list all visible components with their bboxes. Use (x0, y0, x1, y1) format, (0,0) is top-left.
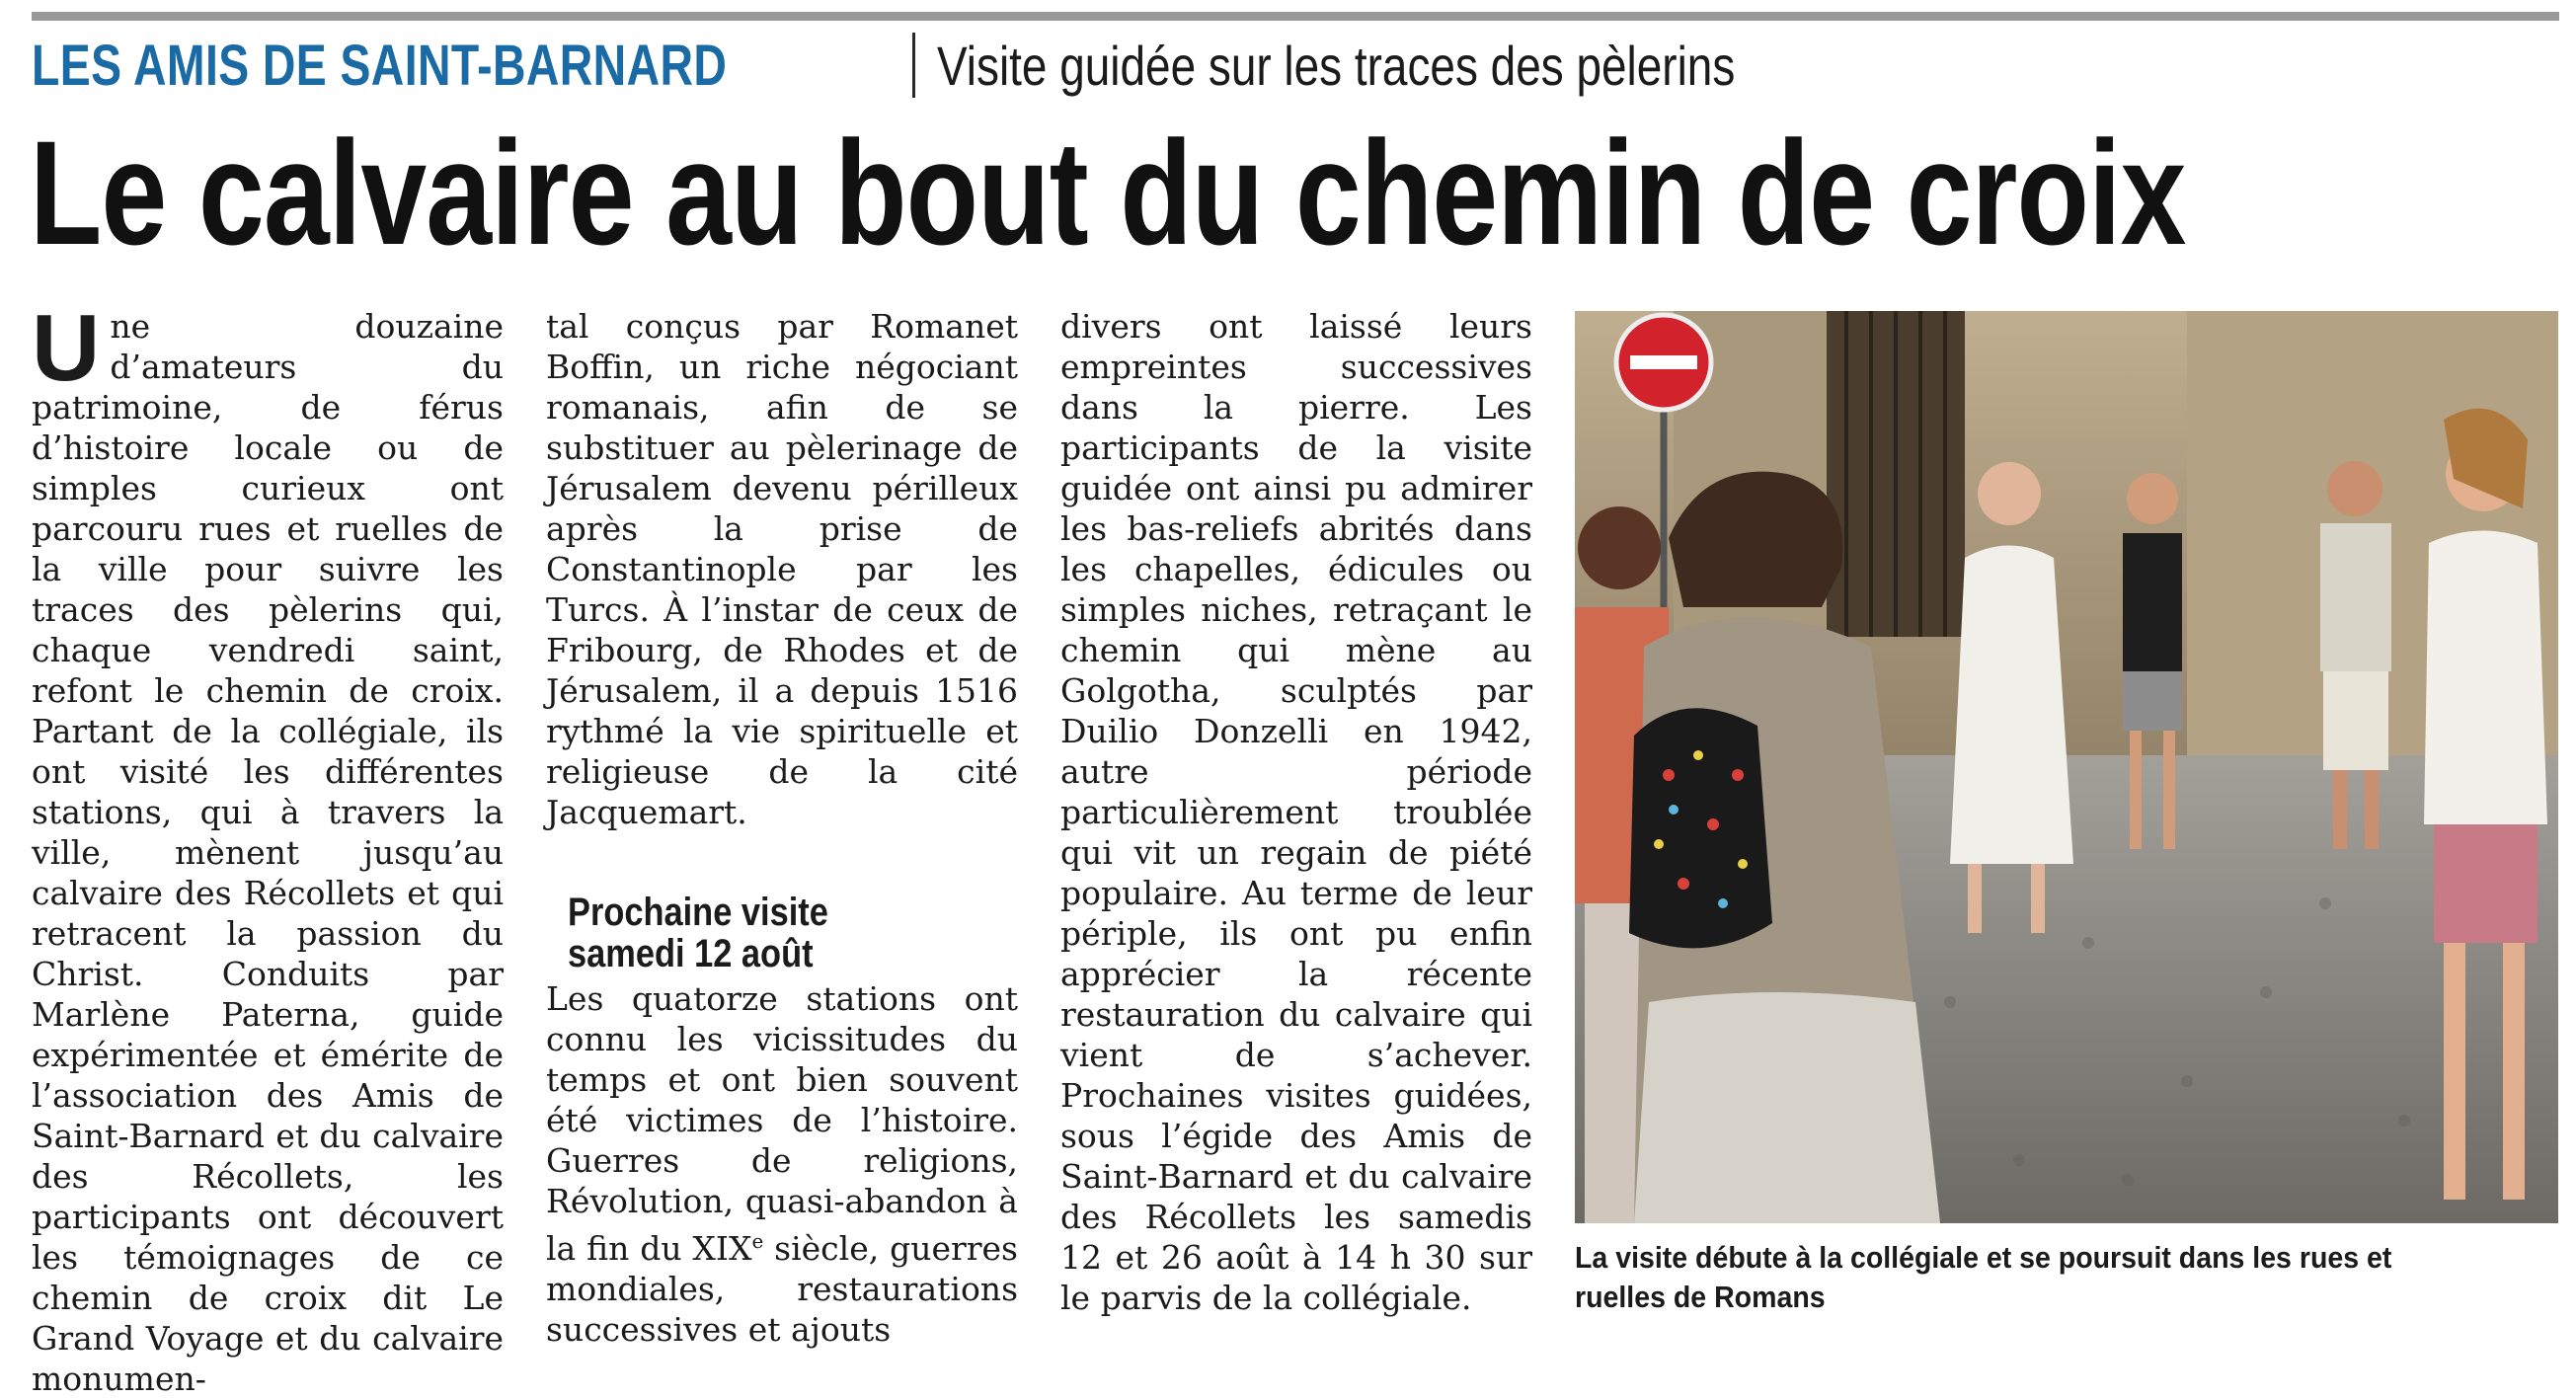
column-3-text: divers ont laissé leurs empreintes successives dans la pierre. Les participants de la visite guidée ont ainsi pu admirer les bas-reliefs abrités dans les chapelles, édicules ou simples niches, retraçant le chemin qui mène au Golgotha, sculptés par Duilio Donzelli en 1942, autre période particulièrement troublée qui vit un regain de piété populaire. Au terme de leur périple, ils ont pu enfin apprécier la récente restauration du calvaire qui vient de s’achever. Prochaines visites guidées, sous l’égide des Amis de Saint-Barnard et du calvaire des Récollets les samedis 12 et 26 août à 14 h 30 sur le parvis de la collégiale. (1060, 307, 1532, 1317)
column-2-bottom-b: siècle, guerres mondiales, restaurations successives et ajouts (546, 1229, 1018, 1349)
photo-caption: La visite débute à la collégiale et se poursuit dans les rues et ruelles de Romans (1575, 1240, 2392, 1314)
subheading-line-2: samedi 12 août (568, 932, 814, 975)
photo-illustration (1575, 311, 2558, 1223)
subheading-line-1: Prochaine visite (568, 891, 828, 934)
column-2-bottom-a: Les quatorze stations ont connu les vicissitudes du temps et ont bien souvent été victimes de l’histoire. Guerres de religions, Révolution, quasi-abandon à la fin du XIX (546, 979, 1018, 1268)
column-2-bottom-text (546, 978, 1018, 1350)
top-rule (32, 12, 2559, 21)
column-1-text: ne douzaine d’amateurs du patrimoine, de férus d’histoire locale ou de simples curieux ont parcouru rues et ruelles de la ville pour suivre les traces des pèlerins qui, chaque vendredi saint, refont le chemin de croix. Partant de la collégiale, ils ont visité les différentes stations, qui à travers la ville, mènent jusqu’au calvaire des Récollets et qui retracent la passion du Christ. Conduits par Marlène Paterna, guide expérimentée et émérite de l’association des Amis de Saint-Barnard et du calvaire des Récollets, les participants ont découvert les témoignages de ce chemin de croix dit Le Grand Voyage et du calvaire monumen- (32, 307, 504, 1398)
article-column-1 (32, 295, 504, 1399)
article-column-2 (546, 306, 1018, 1350)
superscript-e: e (751, 1229, 764, 1253)
kicker-separator (912, 33, 915, 98)
kicker-organization: LES AMIS DE SAINT-BARNARD (32, 33, 728, 98)
kicker-subtitle: Visite guidée sur les traces des pèlerins (937, 34, 1736, 97)
headline: Le calvaire au bout du chemin de croix (30, 110, 2186, 275)
kicker (32, 30, 1911, 101)
article-column-3 (1060, 306, 1532, 1318)
article-photo (1575, 311, 2558, 1223)
column-2-top-text: tal conçus par Romanet Boffin, un riche négociant romanais, afin de se substituer au pèlerinage de Jérusalem devenu périlleux après la prise de Constantinople par les Turcs. À l’instar de ceux de Fribourg, de Rhodes et de Jérusalem, il a depuis 1516 rythmé la vie spirituelle et religieuse de la cité Jacquemart. (546, 307, 1018, 831)
subheading (568, 892, 1044, 974)
backpack-icon (1629, 708, 1772, 948)
dropcap: U (32, 295, 101, 401)
